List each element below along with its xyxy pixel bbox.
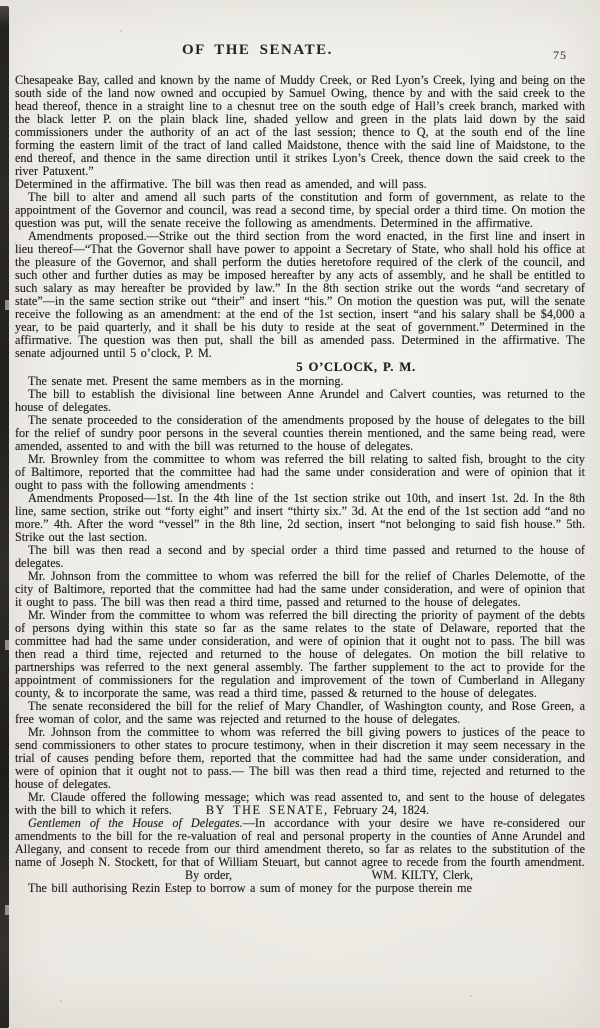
claude-message-text: Mr. Claude offered the following message; which was read assented to, and sent to the house of delegates with the bill to which it refers. [15, 790, 585, 817]
text-column [15, 74, 585, 895]
senate-message-date: February 24, 1824. [333, 803, 430, 817]
paragraph-sundry-poor-relief: The senate proceeded to the consideration of the amendments proposed by the house of delegates to the bill for the relief of sundry poor persons in the several counties therein mentioned, and the same being read, were amended, assented to and with the bill was returned to the house of delegates. [15, 413, 585, 453]
by-the-senate-caption: BY THE SENATE, [205, 803, 329, 817]
section-heading-5-oclock: 5 O’CLOCK, P. M. [296, 360, 416, 374]
paragraph-amendments-fish-bill: Amendments Proposed—1st. In the 4th line of the 1st section strike out 10th, and insert 1st. 2d. In the 8th line, same section, strike out “forty eight” and insert “thirty six.” 3d. At the end of the 1st section add “and no more.” 4th. After the word “vessel” in the 8th line, 2d section, insert “not belonging to said fish house.” 5th. Strike out the last section. [15, 491, 585, 544]
dust-speck [120, 30, 122, 32]
paragraph-determined-affirmative: Determined in the affirmative. The bill was then read as amended, and will pass. [15, 177, 427, 191]
paragraph-claude-message [15, 791, 585, 817]
clerk-signature: WM. KILTY, Clerk, [371, 868, 473, 882]
gutter-notch [5, 300, 9, 310]
paragraph-rezin-estep: The bill authorising Rezin Estep to borrow a sum of money for the purpose therein me [28, 881, 472, 895]
dust-speck [60, 1000, 62, 1002]
paragraph-divisional-line: The bill to establish the divisional line between Anne Arundel and Calvert counties, was returned to the house of delegates. [15, 387, 585, 414]
paragraph-bill-alter-constitution: The bill to alter and amend all such parts of the constitution and form of government, as relate to the appointment of the Governor and council, was read a second time, by special order a third time. On motion the question was put, will the senate receive the following as amendments. Determined in the affirmative. [15, 190, 585, 230]
paragraph-chandler-rose-green: The senate reconsidered the bill for the relief of Mary Chandler, of Washington county, and Rose Green, a free woman of color, and the same was rejected and returned to the house of delegates. [15, 699, 585, 726]
scan-gutter-shadow [0, 6, 9, 1028]
paragraph-brownley-salted-fish: Mr. Brownley from the committee to whom was referred the bill relating to salted fish, brought to the city of Baltimore, reported that the committee had had the same under consideration and were of opinion that it ought to pass with the following amendments : [15, 452, 585, 492]
dust-speck [470, 995, 472, 997]
paragraph-bill-read-second: The bill was then read a second and by special order a third time passed and returned to the house of delegates. [15, 543, 585, 570]
paragraph-johnson-delemotte: Mr. Johnson from the committee to whom was referred the bill for the relief of Charles Delemotte, of the city of Baltimore, reported that the committee had had the same under consideration, and were of opinion that it ought to pass. The bill was then read a third time, passed and returned to the house of delegates. [15, 569, 585, 609]
by-order-label: By order, [185, 868, 233, 882]
paragraph-johnson-justices-peace: Mr. Johnson from the committee to whom was referred the bill giving powers to justices of the peace to send commissioners to other states to procure testimony, when in their discretion it may seem necessary in the trial of causes pending before them, reported that the committee had had the same under consideration, and were of opinion that it ought not to pass.— The bill was then read a third time, rejected and returned to the house of delegates. [15, 725, 585, 791]
running-head: OF THE SENATE. [182, 42, 333, 58]
paragraph-gentlemen-message [15, 817, 585, 869]
page-number: 75 [553, 48, 567, 62]
gutter-notch [5, 905, 9, 915]
paragraph-winder-debts: Mr. Winder from the committee to whom was referred the bill directing the priority of payment of the debts of persons dying within this state so far as the same relates to the state of Delaware, reported that the committee had had the same under consideration, and were of opinion that it ought not to pass. The bill was then read a third time, rejected and returned to the house of delegates. On motion the bill relative to partnerships was referred to the next general assembly. The farther supplement to the act to provide for the appointment of commissioners for the regulation and improvement of the town of Cumberland in Allegany county, & to incorporate the same, was read a third time, passed & returned to the house of delegates. [15, 608, 585, 700]
paragraph-amendments-proposed-secretary: Amendments proposed.—Strike out the third section from the word enacted, in the first line and insert in lieu thereof—“That the Governor shall have power to appoint a Secretary of State, who shall hold his office at the pleasure of the Governor, and shall perform the duties heretofore required of the clerk of the council, and such other and further duties as may be imposed hereafter by any acts of assembly, and he shall be entitled to such salary as may hereafter be provided by law.” In the 8th section strike out the words “and secretary of state”—in the same section strike out “their” and insert “his.” On motion the question was put, will the senate receive the following as an amendment: at the end of the 1st section, insert “and his salary shall be $4,000 a year, to be paid quarterly, and it shall be his duty to reside at the seat of government.” Determined in the affirmative. The question was then put, shall the bill as amended pass. Determined in the affirmative. The senate adjourned until 5 o’clock, P. M. [15, 229, 585, 360]
paragraph-chesapeake-boundary: Chesapeake Bay, called and known by the name of Muddy Creek, or Red Lyon’s Creek, lying and being on the south side of the land now owned and occupied by Samuel Owing, thence by and with the said creek to the head thereof, thence in a straight line to a chesnut tree on the south edge of Hall’s creek branch, marked with the black letter P. on the plain black line, shaded yellow and green in the plats laid down by the said commissioners under the authority of an act of the last session; thence to Q, at the south end of the line forming the eastern limit of the tract of land called Maidstone, thence with the said line of Maidstone, to the end thereof, and thence in the same direction until it strikes Lyon’s Creek, thence down the said creek to the river Patuxent.” [15, 73, 585, 178]
salutation-gentlemen: Gentlemen of the House of Delegates. [28, 816, 243, 830]
gutter-notch [5, 640, 9, 650]
gentlemen-message-text: —In accordance with your desire we have re-considered our amendments to the bill for the re-valuation of real and personal property in the counties of Anne Arundel and Allegany, and consent to recede from our third amendment thereto, so far as relates to the substitution of the name of Joseph N. Stockett, for that of William Steuart, but cannot agree to recede from the fourth amendment. [15, 816, 585, 869]
paragraph-senate-met: The senate met. Present the same members as in the morning. [28, 374, 344, 388]
